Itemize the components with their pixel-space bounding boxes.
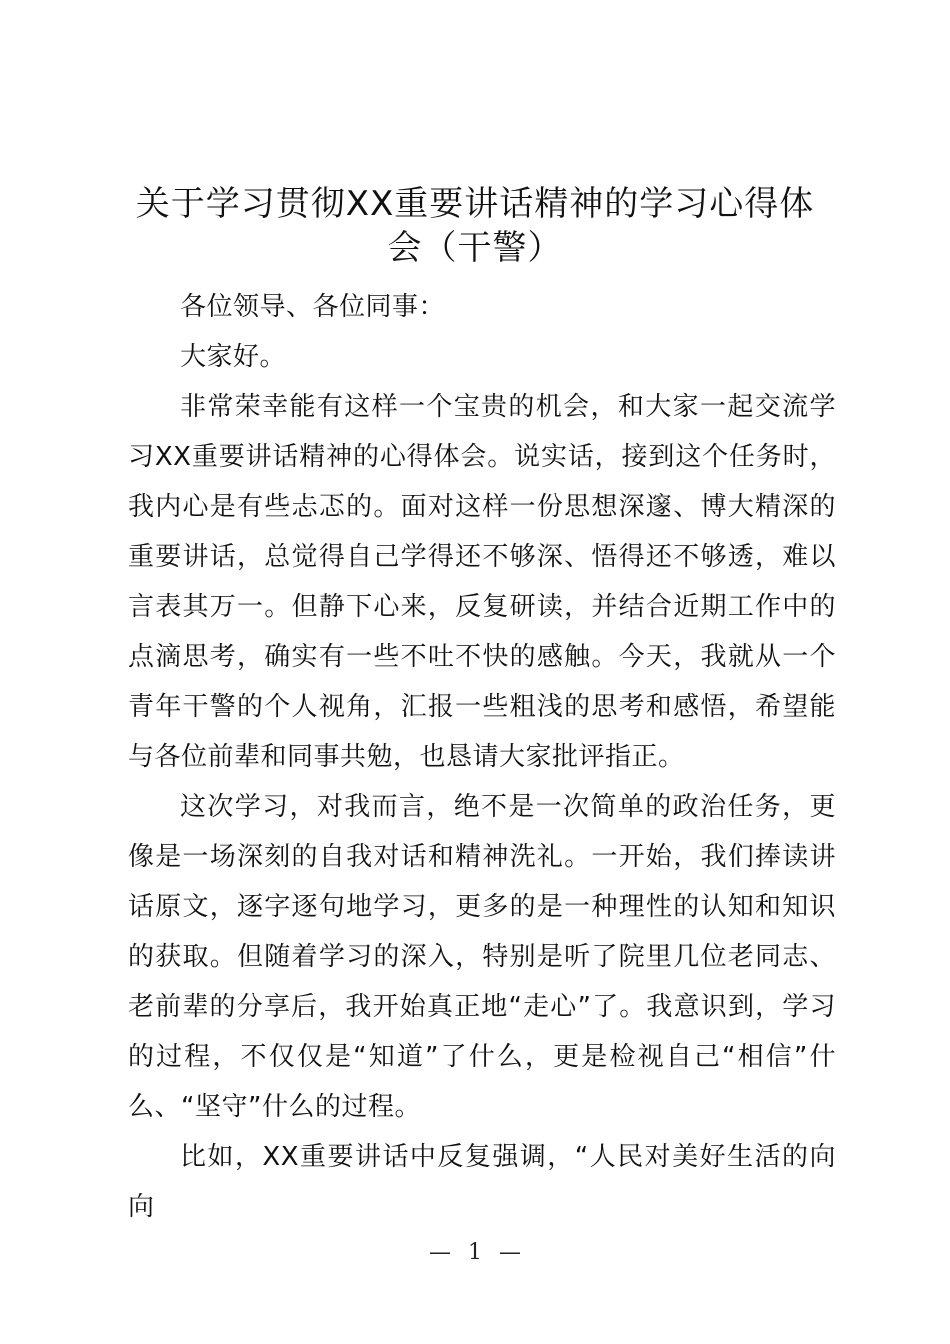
title-line-1: 关于学习贯彻XX重要讲话精神的学习心得体 (135, 184, 815, 224)
salutation: 各位领导、各位同事： (180, 292, 446, 322)
page-footer (0, 1238, 950, 1268)
body-paragraph: 比如，XX重要讲话中反复强调，“人民对美好生活的向向 (128, 1142, 836, 1222)
title-line-2: 会（干警） (387, 228, 563, 268)
document-title (120, 182, 830, 270)
document-body (128, 282, 836, 1232)
footer-dash-left: — (429, 1240, 451, 1265)
body-paragraph: 这次学习，对我而言，绝不是一次简单的政治任务，更像是一场深刻的自我对话和精神洗礼。一开始，我们捧读讲话原文，逐字逐句地学习，更多的是一种理性的认知和知识的获取。但随着学习的深入，特别是听了院里几位老同志、老前辈的分享后，我开始真正地“走心”了。我意识到，学习的过程，不仅仅是“知道”了什么，更是检视自己“相信”什么、“坚守”什么的过程。 (128, 792, 836, 1122)
page-number: 1 (468, 1240, 482, 1265)
greeting: 大家好。 (180, 342, 287, 372)
footer-dash-right: — (499, 1240, 521, 1265)
body-paragraph: 非常荣幸能有这样一个宝贵的机会，和大家一起交流学习XX重要讲话精神的心得体会。说实话，接到这个任务时，我内心是有些忐忑的。面对这样一份思想深邃、博大精深的重要讲话，总觉得自己学得还不够深、悟得还不够透，难以言表其万一。但静下心来，反复研读，并结合近期工作中的点滴思考，确实有一些不吐不快的感触。今天，我就从一个青年干警的个人视角，汇报一些粗浅的思考和感悟，希望能与各位前辈和同事共勉，也恳请大家批评指正。 (128, 392, 836, 772)
